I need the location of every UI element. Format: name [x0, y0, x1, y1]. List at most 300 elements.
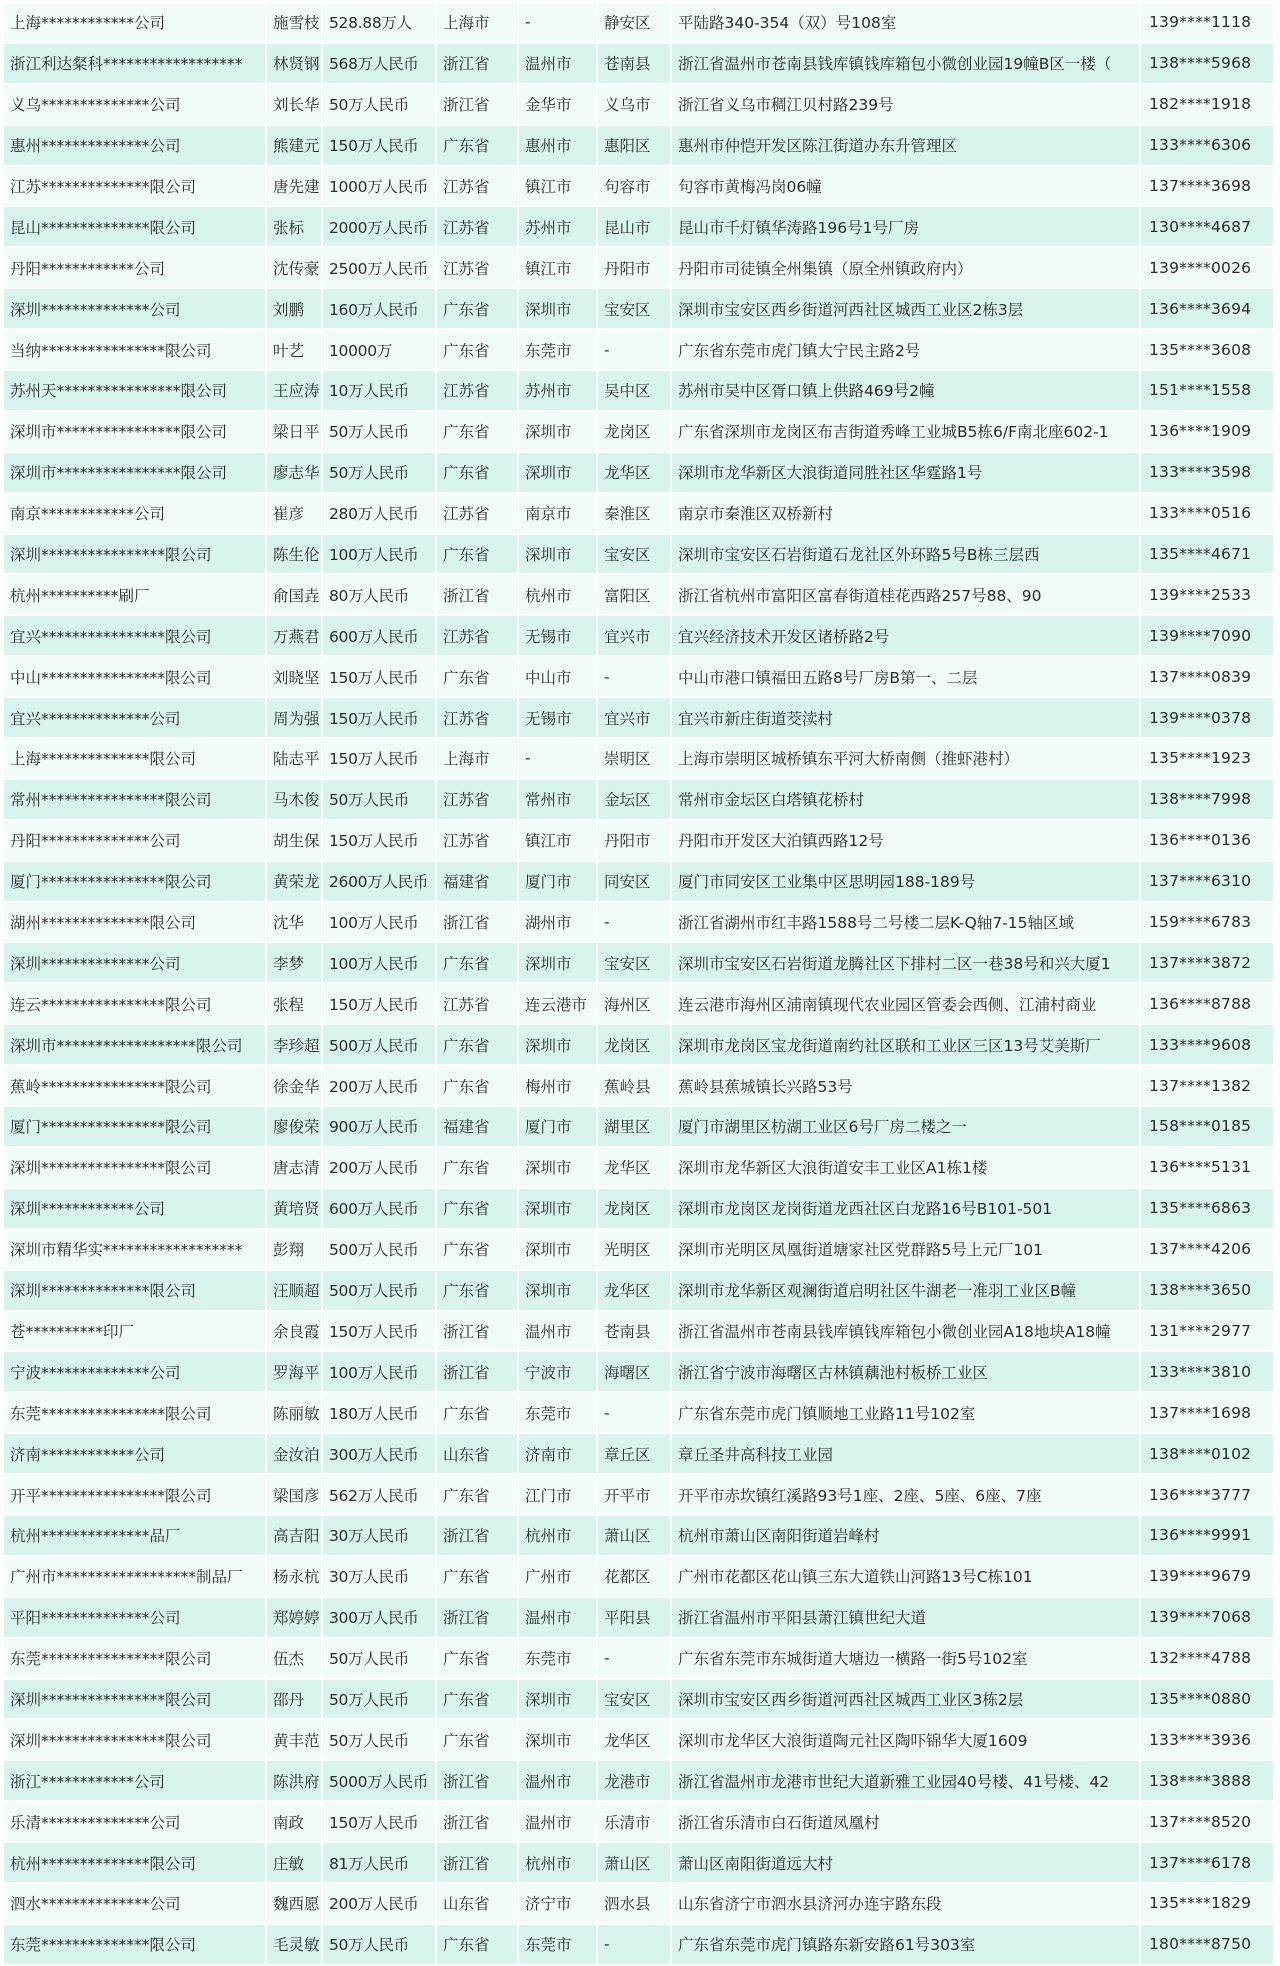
legal-rep-cell: 唐先建 [266, 166, 322, 207]
city-cell: 连云港市 [518, 983, 597, 1024]
registered-capital-cell: 300万人民币 [322, 1433, 436, 1474]
province-cell: 广东省 [436, 1679, 518, 1720]
province-cell: 广东省 [436, 1474, 518, 1515]
table-row [4, 1515, 1274, 1556]
table-row [4, 656, 1274, 697]
city-cell: 深圳市 [518, 942, 597, 983]
registered-capital-cell: 600万人民币 [322, 1188, 436, 1229]
company-name-cell: 杭州**********刷厂 [4, 574, 266, 615]
province-cell: 广东省 [436, 1147, 518, 1188]
registered-capital-cell: 562万人民币 [322, 1474, 436, 1515]
city-cell: 深圳市 [518, 452, 597, 493]
table-row [4, 615, 1274, 656]
address-cell: 浙江省温州市苍南县钱库镇钱库箱包小微创业园19幢B区一楼（ [671, 43, 1140, 84]
phone-cell: 136****0136 [1140, 820, 1274, 861]
legal-rep-cell: 张程 [266, 983, 322, 1024]
table-row [4, 1311, 1274, 1352]
city-cell: 苏州市 [518, 206, 597, 247]
legal-rep-cell: 俞国垚 [266, 574, 322, 615]
district-cell: 龙华区 [597, 1147, 671, 1188]
phone-cell: 182****1918 [1140, 84, 1274, 125]
company-name-cell: 蕉岭****************限公司 [4, 1065, 266, 1106]
city-cell: 深圳市 [518, 1024, 597, 1065]
legal-rep-cell: 叶艺 [266, 329, 322, 370]
phone-cell: 135****0880 [1140, 1679, 1274, 1720]
registered-capital-cell: 180万人民币 [322, 1392, 436, 1433]
company-name-cell: 上海**************限公司 [4, 738, 266, 779]
phone-cell: 135****4671 [1140, 534, 1274, 575]
city-cell: 湖州市 [518, 902, 597, 943]
company-name-cell: 苍**********印厂 [4, 1311, 266, 1352]
address-cell: 浙江省义乌市稠江贝村路239号 [671, 84, 1140, 125]
registered-capital-cell: 50万人民币 [322, 1679, 436, 1720]
address-cell: 厦门市同安区工业集中区思明园188-189号 [671, 861, 1140, 902]
registered-capital-cell: 100万人民币 [322, 534, 436, 575]
city-cell: 广州市 [518, 1556, 597, 1597]
district-cell: 龙岗区 [597, 411, 671, 452]
province-cell: 广东省 [436, 656, 518, 697]
province-cell: 广东省 [436, 411, 518, 452]
table-row [4, 1638, 1274, 1679]
legal-rep-cell: 庄敏 [266, 1842, 322, 1883]
legal-rep-cell: 黄丰范 [266, 1719, 322, 1760]
district-cell: 海州区 [597, 983, 671, 1024]
province-cell: 广东省 [436, 329, 518, 370]
city-cell: 温州市 [518, 43, 597, 84]
province-cell: 浙江省 [436, 1311, 518, 1352]
company-name-cell: 宁波**************公司 [4, 1351, 266, 1392]
address-cell: 萧山区南阳街道远大村 [671, 1842, 1140, 1883]
registered-capital-cell: 50万人民币 [322, 1719, 436, 1760]
address-cell: 广东省深圳市龙岗区布吉街道秀峰工业城B5栋6/F南北座602-1 [671, 411, 1140, 452]
phone-cell: 159****6783 [1140, 902, 1274, 943]
district-cell: 丹阳市 [597, 820, 671, 861]
company-name-cell: 广州市******************制品厂 [4, 1556, 266, 1597]
phone-cell: 138****7998 [1140, 779, 1274, 820]
phone-cell: 135****3608 [1140, 329, 1274, 370]
province-cell: 江苏省 [436, 615, 518, 656]
registered-capital-cell: 5000万人民币 [322, 1760, 436, 1801]
table-row [4, 1351, 1274, 1392]
company-name-cell: 深圳市******************限公司 [4, 1024, 266, 1065]
city-cell: 深圳市 [518, 288, 597, 329]
phone-cell: 137****3698 [1140, 166, 1274, 207]
phone-cell: 132****4788 [1140, 1638, 1274, 1679]
address-cell: 深圳市龙华新区观澜街道启明社区牛湖老一准羽工业区B幢 [671, 1270, 1140, 1311]
province-cell: 广东省 [436, 1188, 518, 1229]
address-cell: 山东省济宁市泗水县济河办连宇路东段 [671, 1883, 1140, 1924]
province-cell: 广东省 [436, 125, 518, 166]
city-cell: - [518, 3, 597, 43]
city-cell: - [518, 738, 597, 779]
district-cell: 丹阳市 [597, 247, 671, 288]
phone-cell: 137****1382 [1140, 1065, 1274, 1106]
province-cell: 广东省 [436, 1719, 518, 1760]
district-cell: 宝安区 [597, 1679, 671, 1720]
phone-cell: 137****6310 [1140, 861, 1274, 902]
registered-capital-cell: 50万人民币 [322, 779, 436, 820]
address-cell: 深圳市宝安区西乡街道河西社区城西工业区3栋2层 [671, 1679, 1140, 1720]
phone-cell: 136****8788 [1140, 983, 1274, 1024]
province-cell: 广东省 [436, 452, 518, 493]
address-cell: 章丘圣井高科技工业园 [671, 1433, 1140, 1474]
legal-rep-cell: 张标 [266, 206, 322, 247]
company-name-cell: 厦门****************限公司 [4, 1106, 266, 1147]
company-name-cell: 常州****************限公司 [4, 779, 266, 820]
address-cell: 上海市崇明区城桥镇东平河大桥南侧（推虾港村） [671, 738, 1140, 779]
legal-rep-cell: 梁日平 [266, 411, 322, 452]
city-cell: 温州市 [518, 1760, 597, 1801]
province-cell: 浙江省 [436, 902, 518, 943]
address-cell: 常州市金坛区白塔镇花桥村 [671, 779, 1140, 820]
address-cell: 浙江省温州市平阳县萧江镇世纪大道 [671, 1597, 1140, 1638]
company-name-cell: 连云****************限公司 [4, 983, 266, 1024]
province-cell: 山东省 [436, 1883, 518, 1924]
table-row [4, 125, 1274, 166]
table-row [4, 452, 1274, 493]
registered-capital-cell: 528.88万人 [322, 3, 436, 43]
province-cell: 广东省 [436, 1229, 518, 1270]
city-cell: 温州市 [518, 1311, 597, 1352]
registered-capital-cell: 600万人民币 [322, 615, 436, 656]
legal-rep-cell: 崔彦 [266, 493, 322, 534]
registered-capital-cell: 2500万人民币 [322, 247, 436, 288]
address-cell: 苏州市吴中区胥口镇上供路469号2幢 [671, 370, 1140, 411]
registered-capital-cell: 150万人民币 [322, 697, 436, 738]
province-cell: 浙江省 [436, 1597, 518, 1638]
phone-cell: 138****5968 [1140, 43, 1274, 84]
company-name-cell: 济南************公司 [4, 1433, 266, 1474]
legal-rep-cell: 陈丽敏 [266, 1392, 322, 1433]
phone-cell: 133****6306 [1140, 125, 1274, 166]
city-cell: 宁波市 [518, 1351, 597, 1392]
company-name-cell: 东莞**************限公司 [4, 1924, 266, 1965]
registered-capital-cell: 150万人民币 [322, 656, 436, 697]
legal-rep-cell: 陈洪府 [266, 1760, 322, 1801]
table-row [4, 534, 1274, 575]
company-name-cell: 深圳市****************限公司 [4, 411, 266, 452]
company-name-cell: 深圳**************公司 [4, 942, 266, 983]
company-name-cell: 东莞****************限公司 [4, 1392, 266, 1433]
address-cell: 丹阳市司徒镇全州集镇（原全州镇政府内） [671, 247, 1140, 288]
registered-capital-cell: 2600万人民币 [322, 861, 436, 902]
legal-rep-cell: 熊建元 [266, 125, 322, 166]
city-cell: 温州市 [518, 1801, 597, 1842]
legal-rep-cell: 沈华 [266, 902, 322, 943]
address-cell: 浙江省湖州市红丰路1588号二号楼二层K-Q轴7-15轴区域 [671, 902, 1140, 943]
registered-capital-cell: 50万人民币 [322, 452, 436, 493]
registered-capital-cell: 80万人民币 [322, 574, 436, 615]
city-cell: 东莞市 [518, 329, 597, 370]
city-cell: 镇江市 [518, 247, 597, 288]
address-cell: 丹阳市开发区大泊镇西路12号 [671, 820, 1140, 861]
province-cell: 江苏省 [436, 820, 518, 861]
province-cell: 浙江省 [436, 574, 518, 615]
phone-cell: 130****4687 [1140, 206, 1274, 247]
legal-rep-cell: 高吉阳 [266, 1515, 322, 1556]
table-body [4, 3, 1274, 1965]
company-records-table [4, 3, 1275, 1966]
phone-cell: 137****6178 [1140, 1842, 1274, 1883]
company-name-cell: 宜兴**************公司 [4, 697, 266, 738]
company-name-cell: 江苏**************限公司 [4, 166, 266, 207]
company-name-cell: 上海************公司 [4, 3, 266, 43]
city-cell: 金华市 [518, 84, 597, 125]
registered-capital-cell: 150万人民币 [322, 738, 436, 779]
district-cell: - [597, 902, 671, 943]
district-cell: 义乌市 [597, 84, 671, 125]
district-cell: 秦淮区 [597, 493, 671, 534]
company-name-cell: 东莞****************限公司 [4, 1638, 266, 1679]
legal-rep-cell: 罗海平 [266, 1351, 322, 1392]
phone-cell: 133****3598 [1140, 452, 1274, 493]
company-name-cell: 深圳************公司 [4, 1188, 266, 1229]
registered-capital-cell: 150万人民币 [322, 1801, 436, 1842]
legal-rep-cell: 施雪枝 [266, 3, 322, 43]
province-cell: 浙江省 [436, 1760, 518, 1801]
district-cell: - [597, 656, 671, 697]
registered-capital-cell: 1000万人民币 [322, 166, 436, 207]
district-cell: 泗水县 [597, 1883, 671, 1924]
province-cell: 浙江省 [436, 43, 518, 84]
address-cell: 厦门市湖里区枋湖工业区6号厂房二楼之一 [671, 1106, 1140, 1147]
address-cell: 南京市秦淮区双桥新村 [671, 493, 1140, 534]
company-name-cell: 深圳**************限公司 [4, 1270, 266, 1311]
address-cell: 平陆路340-354（双）号108室 [671, 3, 1140, 43]
province-cell: 江苏省 [436, 983, 518, 1024]
legal-rep-cell: 徐金华 [266, 1065, 322, 1106]
company-name-cell: 深圳****************限公司 [4, 1147, 266, 1188]
phone-cell: 138****0102 [1140, 1433, 1274, 1474]
legal-rep-cell: 唐志清 [266, 1147, 322, 1188]
registered-capital-cell: 500万人民币 [322, 1024, 436, 1065]
phone-cell: 139****7090 [1140, 615, 1274, 656]
district-cell: 花都区 [597, 1556, 671, 1597]
province-cell: 上海市 [436, 3, 518, 43]
legal-rep-cell: 彭翔 [266, 1229, 322, 1270]
phone-cell: 180****8750 [1140, 1924, 1274, 1965]
table-row [4, 1270, 1274, 1311]
table-row [4, 1024, 1274, 1065]
province-cell: 广东省 [436, 1924, 518, 1965]
address-cell: 宜兴经济技术开发区诸桥路2号 [671, 615, 1140, 656]
city-cell: 东莞市 [518, 1924, 597, 1965]
company-name-cell: 杭州**************限公司 [4, 1842, 266, 1883]
registered-capital-cell: 150万人民币 [322, 983, 436, 1024]
legal-rep-cell: 马木俊 [266, 779, 322, 820]
district-cell: 光明区 [597, 1229, 671, 1270]
company-name-cell: 丹阳**************公司 [4, 820, 266, 861]
registered-capital-cell: 30万人民币 [322, 1556, 436, 1597]
legal-rep-cell: 伍杰 [266, 1638, 322, 1679]
company-name-cell: 深圳市精华实****************** [4, 1229, 266, 1270]
registered-capital-cell: 280万人民币 [322, 493, 436, 534]
city-cell: 深圳市 [518, 1719, 597, 1760]
phone-cell: 137****4206 [1140, 1229, 1274, 1270]
address-cell: 广州市花都区花山镇三东大道铁山河路13号C栋101 [671, 1556, 1140, 1597]
city-cell: 东莞市 [518, 1638, 597, 1679]
table-row [4, 1392, 1274, 1433]
legal-rep-cell: 周为强 [266, 697, 322, 738]
table-row [4, 1883, 1274, 1924]
legal-rep-cell: 邵丹 [266, 1679, 322, 1720]
district-cell: 龙港市 [597, 1760, 671, 1801]
phone-cell: 136****3694 [1140, 288, 1274, 329]
district-cell: 昆山市 [597, 206, 671, 247]
district-cell: 龙华区 [597, 452, 671, 493]
company-name-cell: 南京************公司 [4, 493, 266, 534]
address-cell: 广东省东莞市虎门镇路东新安路61号303室 [671, 1924, 1140, 1965]
phone-cell: 139****1118 [1140, 3, 1274, 43]
table-row [4, 983, 1274, 1024]
province-cell: 广东省 [436, 1024, 518, 1065]
address-cell: 广东省东莞市虎门镇大宁民主路2号 [671, 329, 1140, 370]
district-cell: 开平市 [597, 1474, 671, 1515]
phone-cell: 139****9679 [1140, 1556, 1274, 1597]
table-row [4, 3, 1274, 43]
phone-cell: 151****1558 [1140, 370, 1274, 411]
address-cell: 广东省东莞市虎门镇顺地工业路11号102室 [671, 1392, 1140, 1433]
registered-capital-cell: 200万人民币 [322, 1883, 436, 1924]
province-cell: 广东省 [436, 1638, 518, 1679]
legal-rep-cell: 汪顺超 [266, 1270, 322, 1311]
phone-cell: 135****1829 [1140, 1883, 1274, 1924]
province-cell: 山东省 [436, 1433, 518, 1474]
district-cell: 同安区 [597, 861, 671, 902]
phone-cell: 138****3650 [1140, 1270, 1274, 1311]
city-cell: 南京市 [518, 493, 597, 534]
phone-cell: 135****1923 [1140, 738, 1274, 779]
phone-cell: 136****9991 [1140, 1515, 1274, 1556]
address-cell: 浙江省温州市苍南县钱库镇钱库箱包小微创业园A18地块A18幢 [671, 1311, 1140, 1352]
address-cell: 深圳市龙华区大浪街道陶元社区陶吓锦华大厦1609 [671, 1719, 1140, 1760]
address-cell: 浙江省宁波市海曙区古林镇藕池村板桥工业区 [671, 1351, 1140, 1392]
company-name-cell: 湖州**************限公司 [4, 902, 266, 943]
legal-rep-cell: 万燕君 [266, 615, 322, 656]
district-cell: - [597, 329, 671, 370]
table-row [4, 370, 1274, 411]
district-cell: 苍南县 [597, 1311, 671, 1352]
district-cell: 宝安区 [597, 942, 671, 983]
city-cell: 厦门市 [518, 1106, 597, 1147]
legal-rep-cell: 郑婷婷 [266, 1597, 322, 1638]
company-name-cell: 平阳**************公司 [4, 1597, 266, 1638]
city-cell: 温州市 [518, 1597, 597, 1638]
district-cell: 吴中区 [597, 370, 671, 411]
table-row [4, 779, 1274, 820]
address-cell: 浙江省温州市龙港市世纪大道新雅工业园40号楼、41号楼、42 [671, 1760, 1140, 1801]
company-name-cell: 深圳****************限公司 [4, 534, 266, 575]
address-cell: 蕉岭县蕉城镇长兴路53号 [671, 1065, 1140, 1106]
city-cell: 东莞市 [518, 1392, 597, 1433]
address-cell: 深圳市龙岗区宝龙街道南约社区联和工业区三区13号艾美斯厂 [671, 1024, 1140, 1065]
company-name-cell: 惠州**************公司 [4, 125, 266, 166]
address-cell: 深圳市光明区凤凰街道塘家社区党群路5号上元厂101 [671, 1229, 1140, 1270]
company-name-cell: 泗水**************公司 [4, 1883, 266, 1924]
table-row [4, 493, 1274, 534]
district-cell: 乐清市 [597, 1801, 671, 1842]
district-cell: 海曙区 [597, 1351, 671, 1392]
table-row [4, 861, 1274, 902]
city-cell: 镇江市 [518, 820, 597, 861]
address-cell: 深圳市宝安区石岩街道龙腾社区下排村二区一巷38号和兴大厦1 [671, 942, 1140, 983]
table-row [4, 1679, 1274, 1720]
phone-cell: 136****5131 [1140, 1147, 1274, 1188]
registered-capital-cell: 100万人民币 [322, 902, 436, 943]
table-row [4, 329, 1274, 370]
province-cell: 广东省 [436, 1556, 518, 1597]
district-cell: 湖里区 [597, 1106, 671, 1147]
table-row [4, 1229, 1274, 1270]
legal-rep-cell: 陆志平 [266, 738, 322, 779]
registered-capital-cell: 500万人民币 [322, 1270, 436, 1311]
city-cell: 常州市 [518, 779, 597, 820]
registered-capital-cell: 50万人民币 [322, 411, 436, 452]
table-row [4, 738, 1274, 779]
province-cell: 上海市 [436, 738, 518, 779]
registered-capital-cell: 50万人民币 [322, 1924, 436, 1965]
district-cell: 句容市 [597, 166, 671, 207]
company-name-cell: 深圳****************限公司 [4, 1679, 266, 1720]
district-cell: 萧山区 [597, 1515, 671, 1556]
address-cell: 深圳市龙华新区大浪街道同胜社区华霆路1号 [671, 452, 1140, 493]
address-cell: 深圳市宝安区石岩街道石龙社区外环路5号B栋三层西 [671, 534, 1140, 575]
registered-capital-cell: 200万人民币 [322, 1147, 436, 1188]
city-cell: 无锡市 [518, 615, 597, 656]
district-cell: 惠阳区 [597, 125, 671, 166]
province-cell: 江苏省 [436, 779, 518, 820]
table-row [4, 697, 1274, 738]
table-row [4, 43, 1274, 84]
table-row [4, 288, 1274, 329]
city-cell: 深圳市 [518, 411, 597, 452]
legal-rep-cell: 魏西愿 [266, 1883, 322, 1924]
city-cell: 杭州市 [518, 1515, 597, 1556]
company-name-cell: 苏州天****************限公司 [4, 370, 266, 411]
district-cell: 蕉岭县 [597, 1065, 671, 1106]
phone-cell: 138****3888 [1140, 1760, 1274, 1801]
table-row [4, 574, 1274, 615]
company-name-cell: 义乌**************公司 [4, 84, 266, 125]
province-cell: 浙江省 [436, 1842, 518, 1883]
province-cell: 江苏省 [436, 166, 518, 207]
city-cell: 厦门市 [518, 861, 597, 902]
registered-capital-cell: 30万人民币 [322, 1515, 436, 1556]
phone-cell: 139****7068 [1140, 1597, 1274, 1638]
city-cell: 深圳市 [518, 1229, 597, 1270]
table-row [4, 1106, 1274, 1147]
city-cell: 中山市 [518, 656, 597, 697]
address-cell: 宜兴市新庄街道茭渎村 [671, 697, 1140, 738]
company-name-cell: 开平****************限公司 [4, 1474, 266, 1515]
legal-rep-cell: 杨永杭 [266, 1556, 322, 1597]
legal-rep-cell: 王应涛 [266, 370, 322, 411]
phone-cell: 139****0378 [1140, 697, 1274, 738]
district-cell: 平阳县 [597, 1597, 671, 1638]
table-row [4, 1474, 1274, 1515]
company-name-cell: 深圳****************限公司 [4, 1719, 266, 1760]
city-cell: 惠州市 [518, 125, 597, 166]
table-row [4, 1597, 1274, 1638]
legal-rep-cell: 胡生保 [266, 820, 322, 861]
phone-cell: 158****0185 [1140, 1106, 1274, 1147]
registered-capital-cell: 2000万人民币 [322, 206, 436, 247]
district-cell: 龙华区 [597, 1719, 671, 1760]
province-cell: 广东省 [436, 942, 518, 983]
address-cell: 中山市港口镇福田五路8号厂房B第一、二层 [671, 656, 1140, 697]
registered-capital-cell: 500万人民币 [322, 1229, 436, 1270]
registered-capital-cell: 568万人民币 [322, 43, 436, 84]
